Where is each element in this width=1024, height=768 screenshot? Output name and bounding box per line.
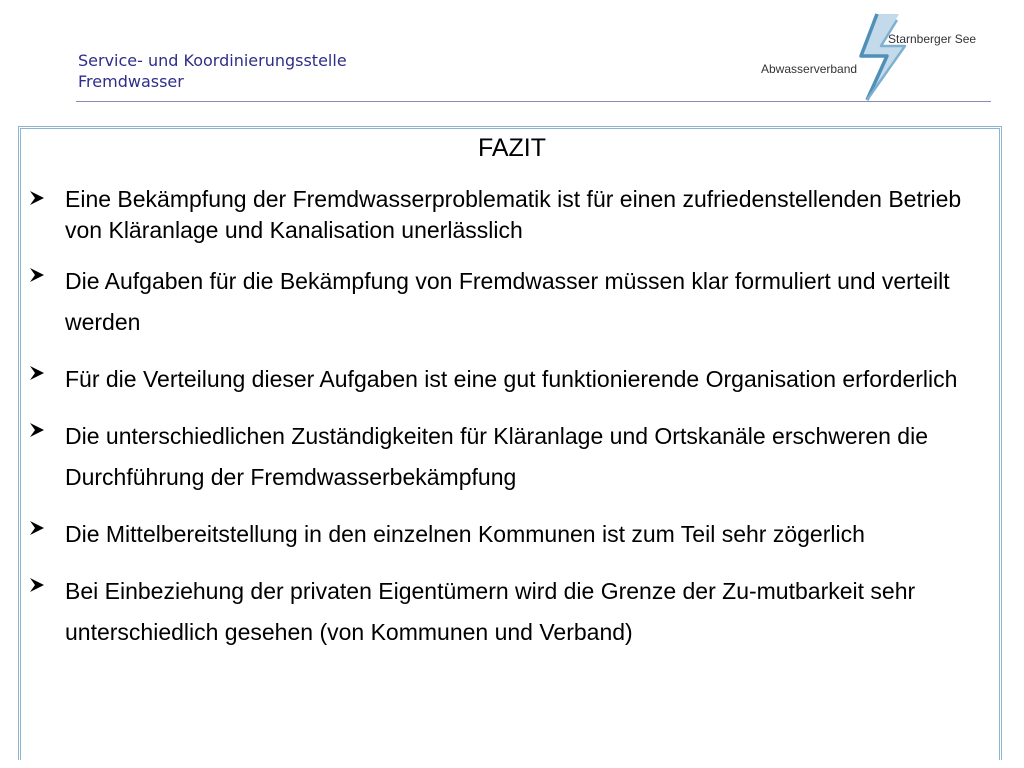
header-title: [78, 50, 347, 92]
arrow-bullet-icon: [28, 421, 46, 439]
logo: [755, 12, 995, 102]
header-title-line2: Fremdwasser: [78, 72, 184, 91]
bullet-text: Bei Einbeziehung der privaten Eigentümern wird die Grenze der Zu-mutbarkeit sehr unterschiedlich gesehen (von Kommunen und Verband): [65, 578, 916, 645]
list-item: [28, 184, 994, 246]
list-item: [28, 359, 994, 400]
list-item: [28, 261, 994, 343]
slide-heading: [0, 134, 1024, 163]
bullet-list: [28, 184, 994, 669]
list-item: [28, 514, 994, 555]
bullet-text: Die Mittelbereitstellung in den einzelnen Kommunen ist zum Teil sehr zögerlich: [65, 521, 865, 547]
slide-heading-text: FAZIT: [477, 134, 547, 162]
list-item: [28, 416, 994, 498]
bullet-text: Für die Verteilung dieser Aufgaben ist eine gut funktionierende Organisation erforderlich: [65, 366, 958, 392]
header-divider: [76, 101, 991, 102]
arrow-bullet-icon: [28, 189, 46, 207]
bullet-text: Die Aufgaben für die Bekämpfung von Fremdwasser müssen klar formuliert und verteilt werden: [65, 268, 950, 335]
header-title-line1: Service- und Koordinierungsstelle: [78, 51, 347, 70]
logo-name-top: Starnberger See: [888, 32, 977, 46]
arrow-bullet-icon: [28, 364, 46, 382]
bullet-text: Die unterschiedlichen Zuständigkeiten für Kläranlage und Ortskanäle erschweren die Durchführung der Fremdwasserbekämpfung: [65, 423, 928, 490]
list-item: [28, 571, 994, 653]
logo-name-bottom: Abwasserverband: [761, 62, 858, 76]
arrow-bullet-icon: [28, 266, 46, 284]
lightning-bolt-logo-icon: [847, 12, 917, 102]
arrow-bullet-icon: [28, 519, 46, 537]
arrow-bullet-icon: [28, 576, 46, 594]
bullet-text: Eine Bekämpfung der Fremdwasserproblematik ist für einen zufriedenstellenden Betrieb von Kläranlage und Kanalisation unerlässlich: [65, 186, 962, 243]
